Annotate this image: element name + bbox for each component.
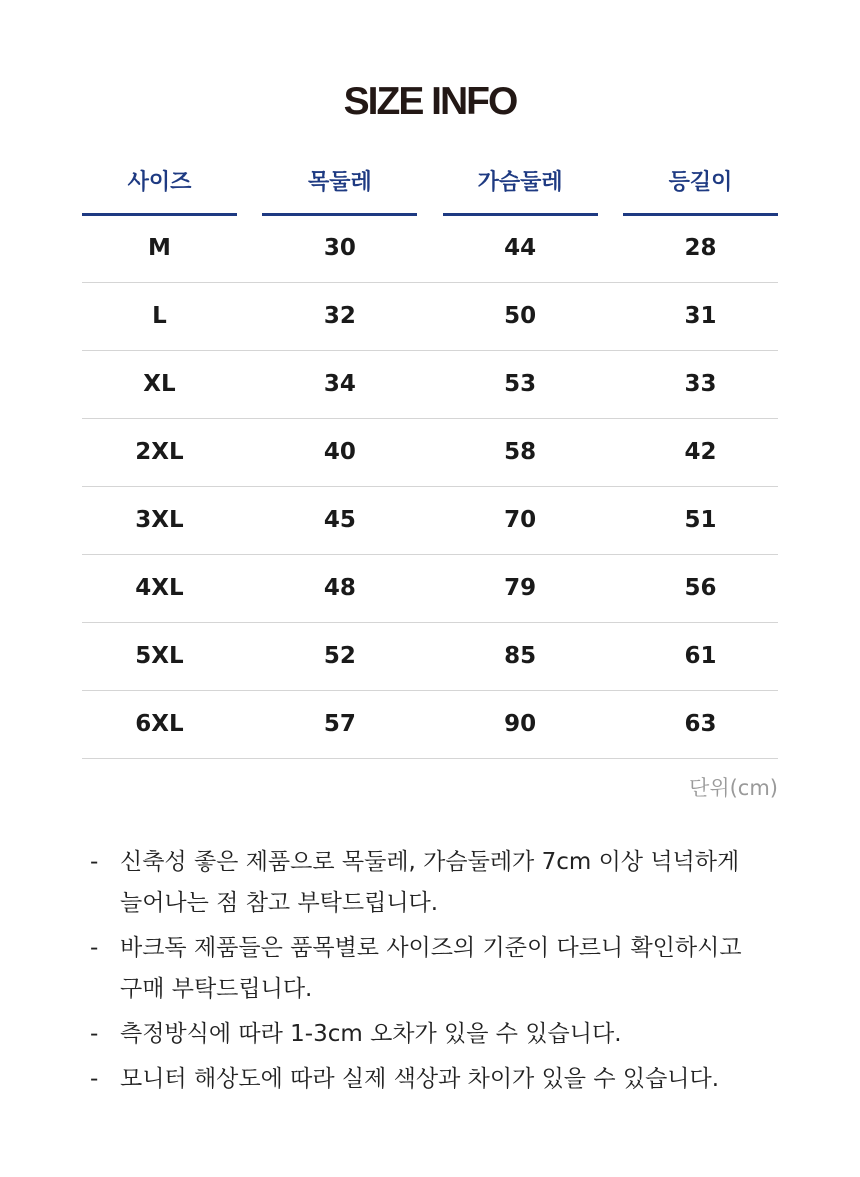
header-length: 등길이: [623, 160, 778, 216]
cell-size: 5XL: [135, 643, 184, 669]
cell-size: M: [148, 235, 171, 261]
note-line: 바크독 제품들은 품목별로 사이즈의 기준이 다르니 확인하시고: [120, 935, 742, 961]
size-table: [82, 160, 778, 759]
page-title: SIZE INFO: [343, 80, 517, 123]
cell-chest: 85: [504, 643, 537, 669]
note-line: 측정방식에 따라 1-3cm 오차가 있을 수 있습니다.: [120, 1021, 622, 1047]
cell-size: 4XL: [135, 575, 184, 601]
table-row: [82, 283, 778, 351]
cell-chest: 90: [504, 711, 537, 737]
cell-chest: 53: [504, 371, 537, 397]
header-chest: 가슴둘레: [443, 160, 598, 216]
note-item: [90, 928, 790, 1010]
cell-chest: 79: [504, 575, 537, 601]
cell-neck: 30: [323, 235, 356, 261]
cell-neck: 52: [323, 643, 356, 669]
note-dash: -: [90, 849, 99, 875]
table-header: [82, 160, 778, 215]
table-row: [82, 623, 778, 691]
cell-length: 33: [684, 371, 717, 397]
note-item: [90, 842, 790, 924]
cell-chest: 58: [504, 439, 537, 465]
note-line: 늘어나는 점 참고 부탁드립니다.: [120, 890, 439, 916]
cell-chest: 44: [504, 235, 537, 261]
cell-size: 2XL: [135, 439, 184, 465]
note-line: 구매 부탁드립니다.: [120, 976, 313, 1002]
table-row: [82, 351, 778, 419]
cell-length: 61: [684, 643, 717, 669]
cell-length: 51: [684, 507, 717, 533]
header-size: 사이즈: [82, 160, 237, 216]
cell-neck: 45: [323, 507, 356, 533]
cell-neck: 34: [323, 371, 356, 397]
note-item: [90, 1059, 790, 1100]
note-line: 모니터 해상도에 따라 실제 색상과 차이가 있을 수 있습니다.: [120, 1066, 720, 1092]
table-row: [82, 691, 778, 759]
note-item: [90, 1014, 790, 1055]
note-dash: -: [90, 1021, 99, 1047]
cell-length: 42: [684, 439, 717, 465]
table-row: [82, 487, 778, 555]
table-row: [82, 555, 778, 623]
cell-size: 6XL: [135, 711, 184, 737]
cell-size: L: [152, 303, 167, 329]
cell-neck: 48: [323, 575, 356, 601]
cell-neck: 32: [323, 303, 356, 329]
cell-neck: 40: [323, 439, 356, 465]
table-row: [82, 419, 778, 487]
table-body: [82, 215, 778, 759]
cell-length: 56: [684, 575, 717, 601]
cell-chest: 50: [504, 303, 537, 329]
cell-neck: 57: [323, 711, 356, 737]
cell-length: 63: [684, 711, 717, 737]
note-line: 신축성 좋은 제품으로 목둘레, 가슴둘레가 7cm 이상 넉넉하게: [120, 849, 740, 875]
cell-chest: 70: [504, 507, 537, 533]
unit-label: 단위(cm): [689, 776, 778, 800]
cell-size: 3XL: [135, 507, 184, 533]
cell-length: 31: [684, 303, 717, 329]
table-row: [82, 215, 778, 283]
cell-size: XL: [143, 371, 176, 397]
note-dash: -: [90, 1066, 99, 1092]
note-dash: -: [90, 935, 99, 961]
cell-length: 28: [684, 235, 717, 261]
notes-list: [90, 842, 790, 1104]
header-neck: 목둘레: [262, 160, 417, 216]
